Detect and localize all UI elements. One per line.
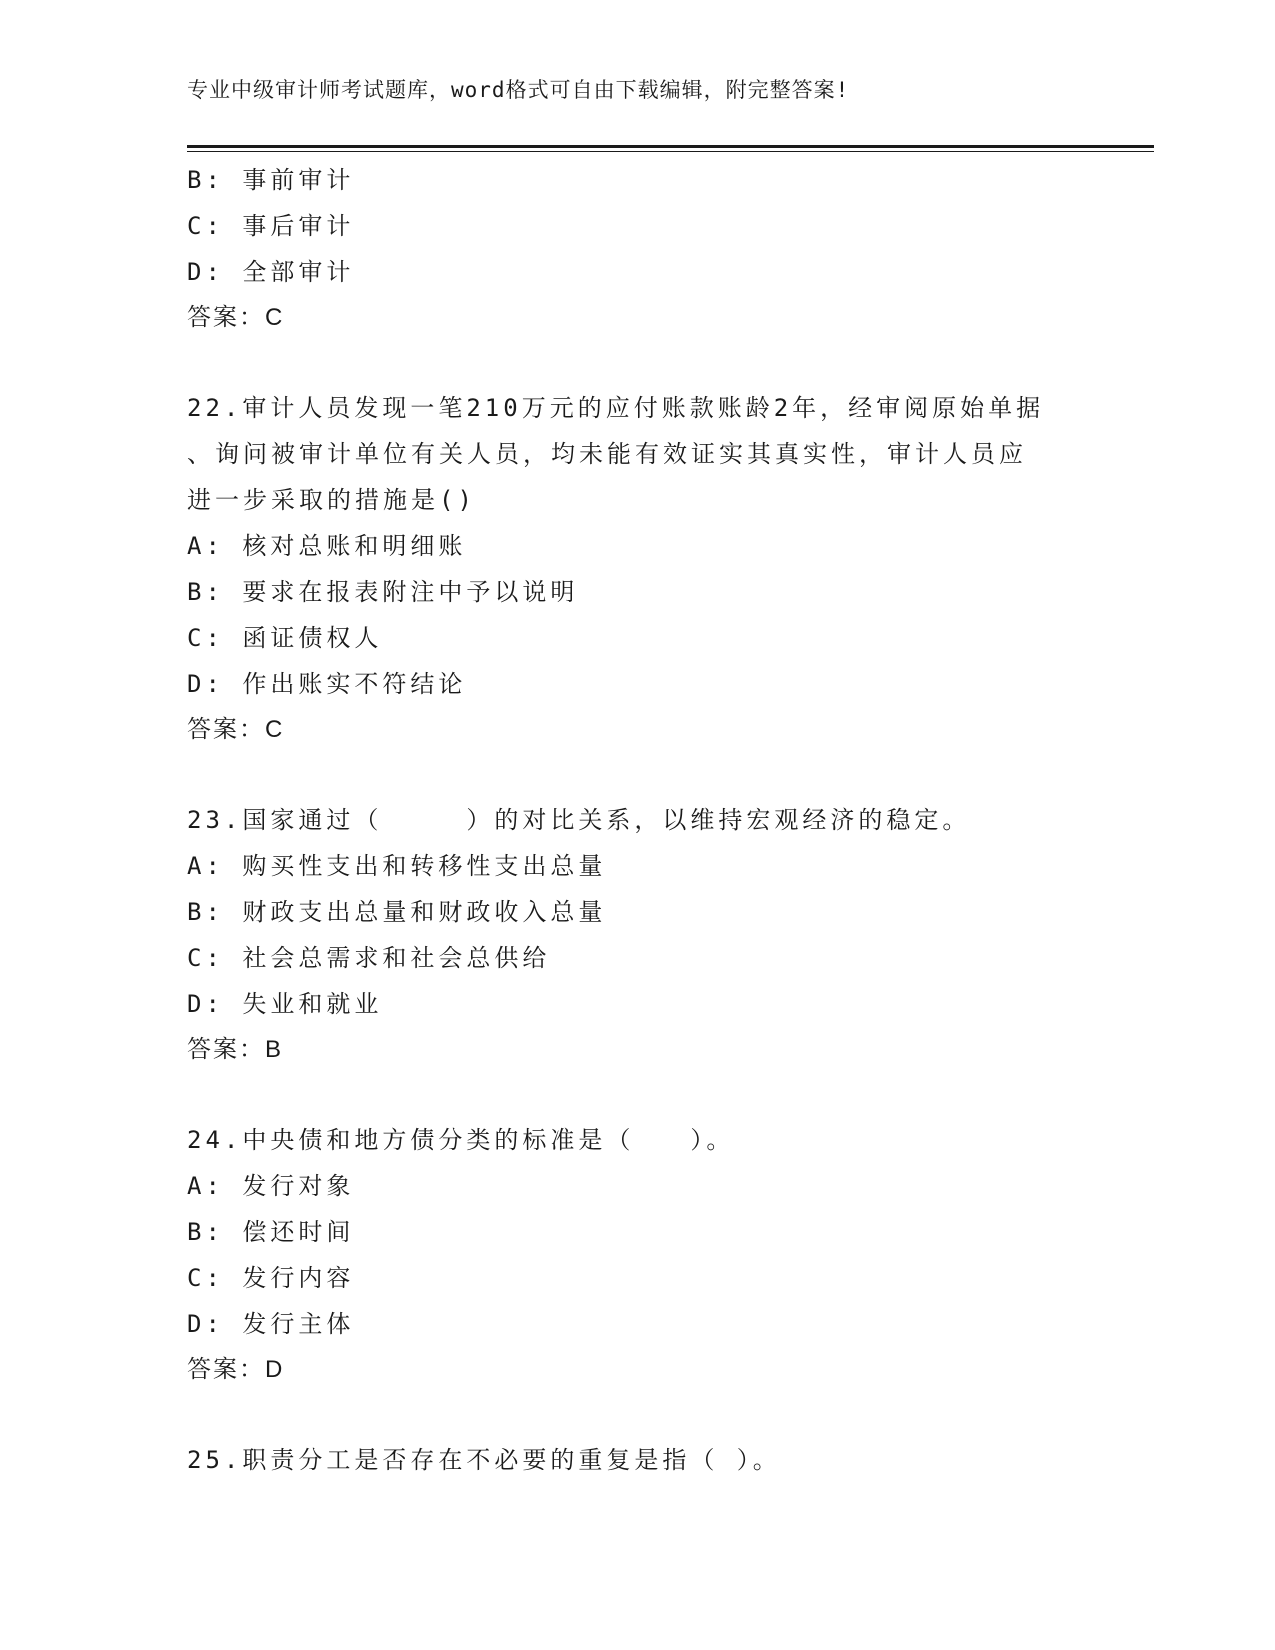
spacer [187,1393,1087,1437]
option-d: D: 发行主体 [187,1310,355,1338]
option-c: C: 事后审计 [187,212,355,240]
page-header: 专业中级审计师考试题库，word格式可自由下载编辑，附完整答案! [187,78,850,102]
option-a: A: 核对总账和明细账 [187,532,467,560]
option-b: B: 偿还时间 [187,1218,355,1246]
question-stem-line: 、询问被审计单位有关人员，均未能有效证实其真实性，审计人员应 [187,440,1027,468]
option-c: C: 发行内容 [187,1264,355,1292]
option-b: B: 财政支出总量和财政收入总量 [187,898,607,926]
answer: 答案：D [187,1356,285,1383]
option-c: C: 函证债权人 [187,624,383,652]
question-stem-line: 25.职责分工是否存在不必要的重复是指（ ）。 [187,1446,781,1474]
question-22 [187,385,1087,753]
option-c: C: 社会总需求和社会总供给 [187,944,551,972]
answer: 答案：C [187,304,285,331]
question-24 [187,1117,1087,1393]
option-d: D: 失业和就业 [187,990,383,1018]
question-23 [187,797,1087,1073]
question-stem-line: 进一步采取的措施是() [187,486,476,514]
question-stem-line: 22.审计人员发现一笔210万元的应付账款账龄2年，经审阅原始单据 [187,394,1045,422]
question-25 [187,1437,1087,1483]
option-d: D: 作出账实不符结论 [187,670,467,698]
question-content [187,157,1087,1483]
question-stem-line: 24.中央债和地方债分类的标准是（ ）。 [187,1126,735,1154]
header-rule-thick [187,145,1154,148]
spacer [187,753,1087,797]
spacer [187,1073,1087,1117]
answer: 答案：C [187,716,285,743]
option-b: B: 要求在报表附注中予以说明 [187,578,579,606]
spacer [187,341,1087,385]
answer: 答案：B [187,1036,284,1063]
option-b: B: 事前审计 [187,166,355,194]
question-stem-line: 23.国家通过（ ）的对比关系，以维持宏观经济的稳定。 [187,806,971,834]
header-rule-thin [187,151,1154,152]
question-21-tail [187,157,1087,341]
option-a: A: 购买性支出和转移性支出总量 [187,852,607,880]
option-d: D: 全部审计 [187,258,355,286]
option-a: A: 发行对象 [187,1172,355,1200]
